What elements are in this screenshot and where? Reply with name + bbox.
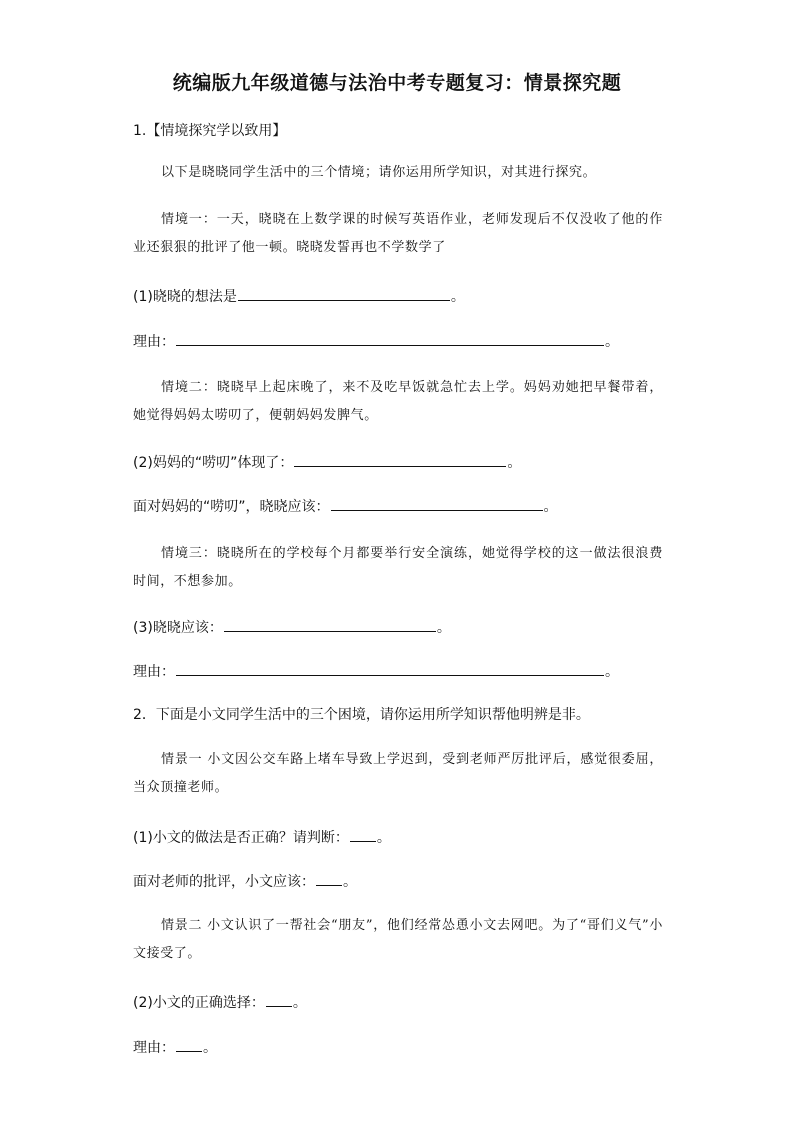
question-1-intro: 以下是晓晓同学生活中的三个情境；请你运用所学知识，对其进行探究。 [161, 165, 597, 180]
reason-1-line [133, 331, 619, 352]
end-punct: 。 [507, 455, 522, 471]
answer-blank-reason-3[interactable] [176, 661, 604, 676]
case-2-prompt-line [133, 992, 307, 1013]
answer-blank-case-1-follow[interactable] [316, 871, 342, 886]
end-punct: 。 [450, 289, 465, 305]
end-punct: 。 [605, 334, 619, 350]
answer-blank-case-2-reason[interactable] [176, 1037, 202, 1052]
question-1-heading: 1.【情境探究学以致用】 [133, 123, 287, 139]
end-punct: 。 [343, 874, 357, 890]
answer-blank-reason-1[interactable] [176, 331, 604, 346]
answer-blank-3[interactable] [224, 617, 436, 632]
answer-blank-1[interactable] [238, 286, 450, 301]
scenario-3-text: 情境三：晓晓所在的学校每个月都要举行安全演练，她觉得学校的这一做法很浪费时间，不想参加。 [133, 546, 663, 589]
case-2-reason-line [133, 1037, 217, 1058]
prompt-2-label: (2)妈妈的“唠叨”体现了： [133, 455, 294, 471]
end-punct: 。 [376, 830, 391, 846]
prompt-3-label: (3)晓晓应该： [133, 620, 223, 636]
end-punct: 。 [436, 620, 451, 636]
follow-2-line [133, 496, 558, 517]
prompt-2-line [133, 452, 521, 473]
prompt-1-label: (1)晓晓的想法是 [133, 289, 237, 305]
case-1-follow-line [133, 871, 357, 892]
scenario-2-text: 情境二：晓晓早上起床晚了，来不及吃早饭就急忙去上学。妈妈劝她把早餐带着，她觉得妈妈太唠叨了，便朝妈妈发脾气。 [133, 380, 663, 423]
scenario-1-text: 情境一：一天，晓晓在上数学课的时候写英语作业，老师发现后不仅没收了他的作业还狠狠的批评了他一顿。晓晓发誓再也不学数学了 [133, 212, 663, 255]
reason-1-label: 理由： [133, 334, 175, 350]
case-1-text: 情景一 小文因公交车路上堵车导致上学迟到，受到老师严厉批评后，感觉很委屈，当众顶撞老师。 [133, 752, 663, 795]
case-1-follow-label: 面对老师的批评，小文应该： [133, 874, 315, 890]
answer-blank-case-1[interactable] [350, 827, 376, 842]
case-2-prompt-label: (2)小文的正确选择： [133, 995, 265, 1011]
reason-3-line [133, 661, 619, 682]
end-punct: 。 [605, 664, 619, 680]
prompt-3-line [133, 617, 451, 638]
reason-3-label: 理由： [133, 664, 175, 680]
answer-blank-2[interactable] [294, 452, 506, 467]
answer-blank-case-2[interactable] [266, 992, 292, 1007]
end-punct: 。 [203, 1040, 217, 1056]
page-title: 统编版九年级道德与法治中考专题复习：情景探究题 [172, 72, 622, 94]
end-punct: 。 [292, 995, 307, 1011]
prompt-1-line [133, 286, 465, 307]
case-1-prompt-line [133, 827, 391, 848]
case-2-text: 情景二 小文认识了一帮社会“朋友”，他们经常怂恿小文去网吧。为了“哥们义气”小文接受了。 [133, 918, 663, 961]
end-punct: 。 [543, 499, 558, 515]
answer-blank-follow-2[interactable] [331, 496, 543, 511]
question-2-heading: 2．下面是小文同学生活中的三个困境，请你运用所学知识帮他明辨是非。 [133, 707, 590, 723]
follow-2-label: 面对妈妈的“唠叨”，晓晓应该： [133, 499, 330, 515]
case-1-prompt-label: (1)小文的做法是否正确？请判断： [133, 830, 349, 846]
case-2-reason-label: 理由： [133, 1040, 175, 1056]
